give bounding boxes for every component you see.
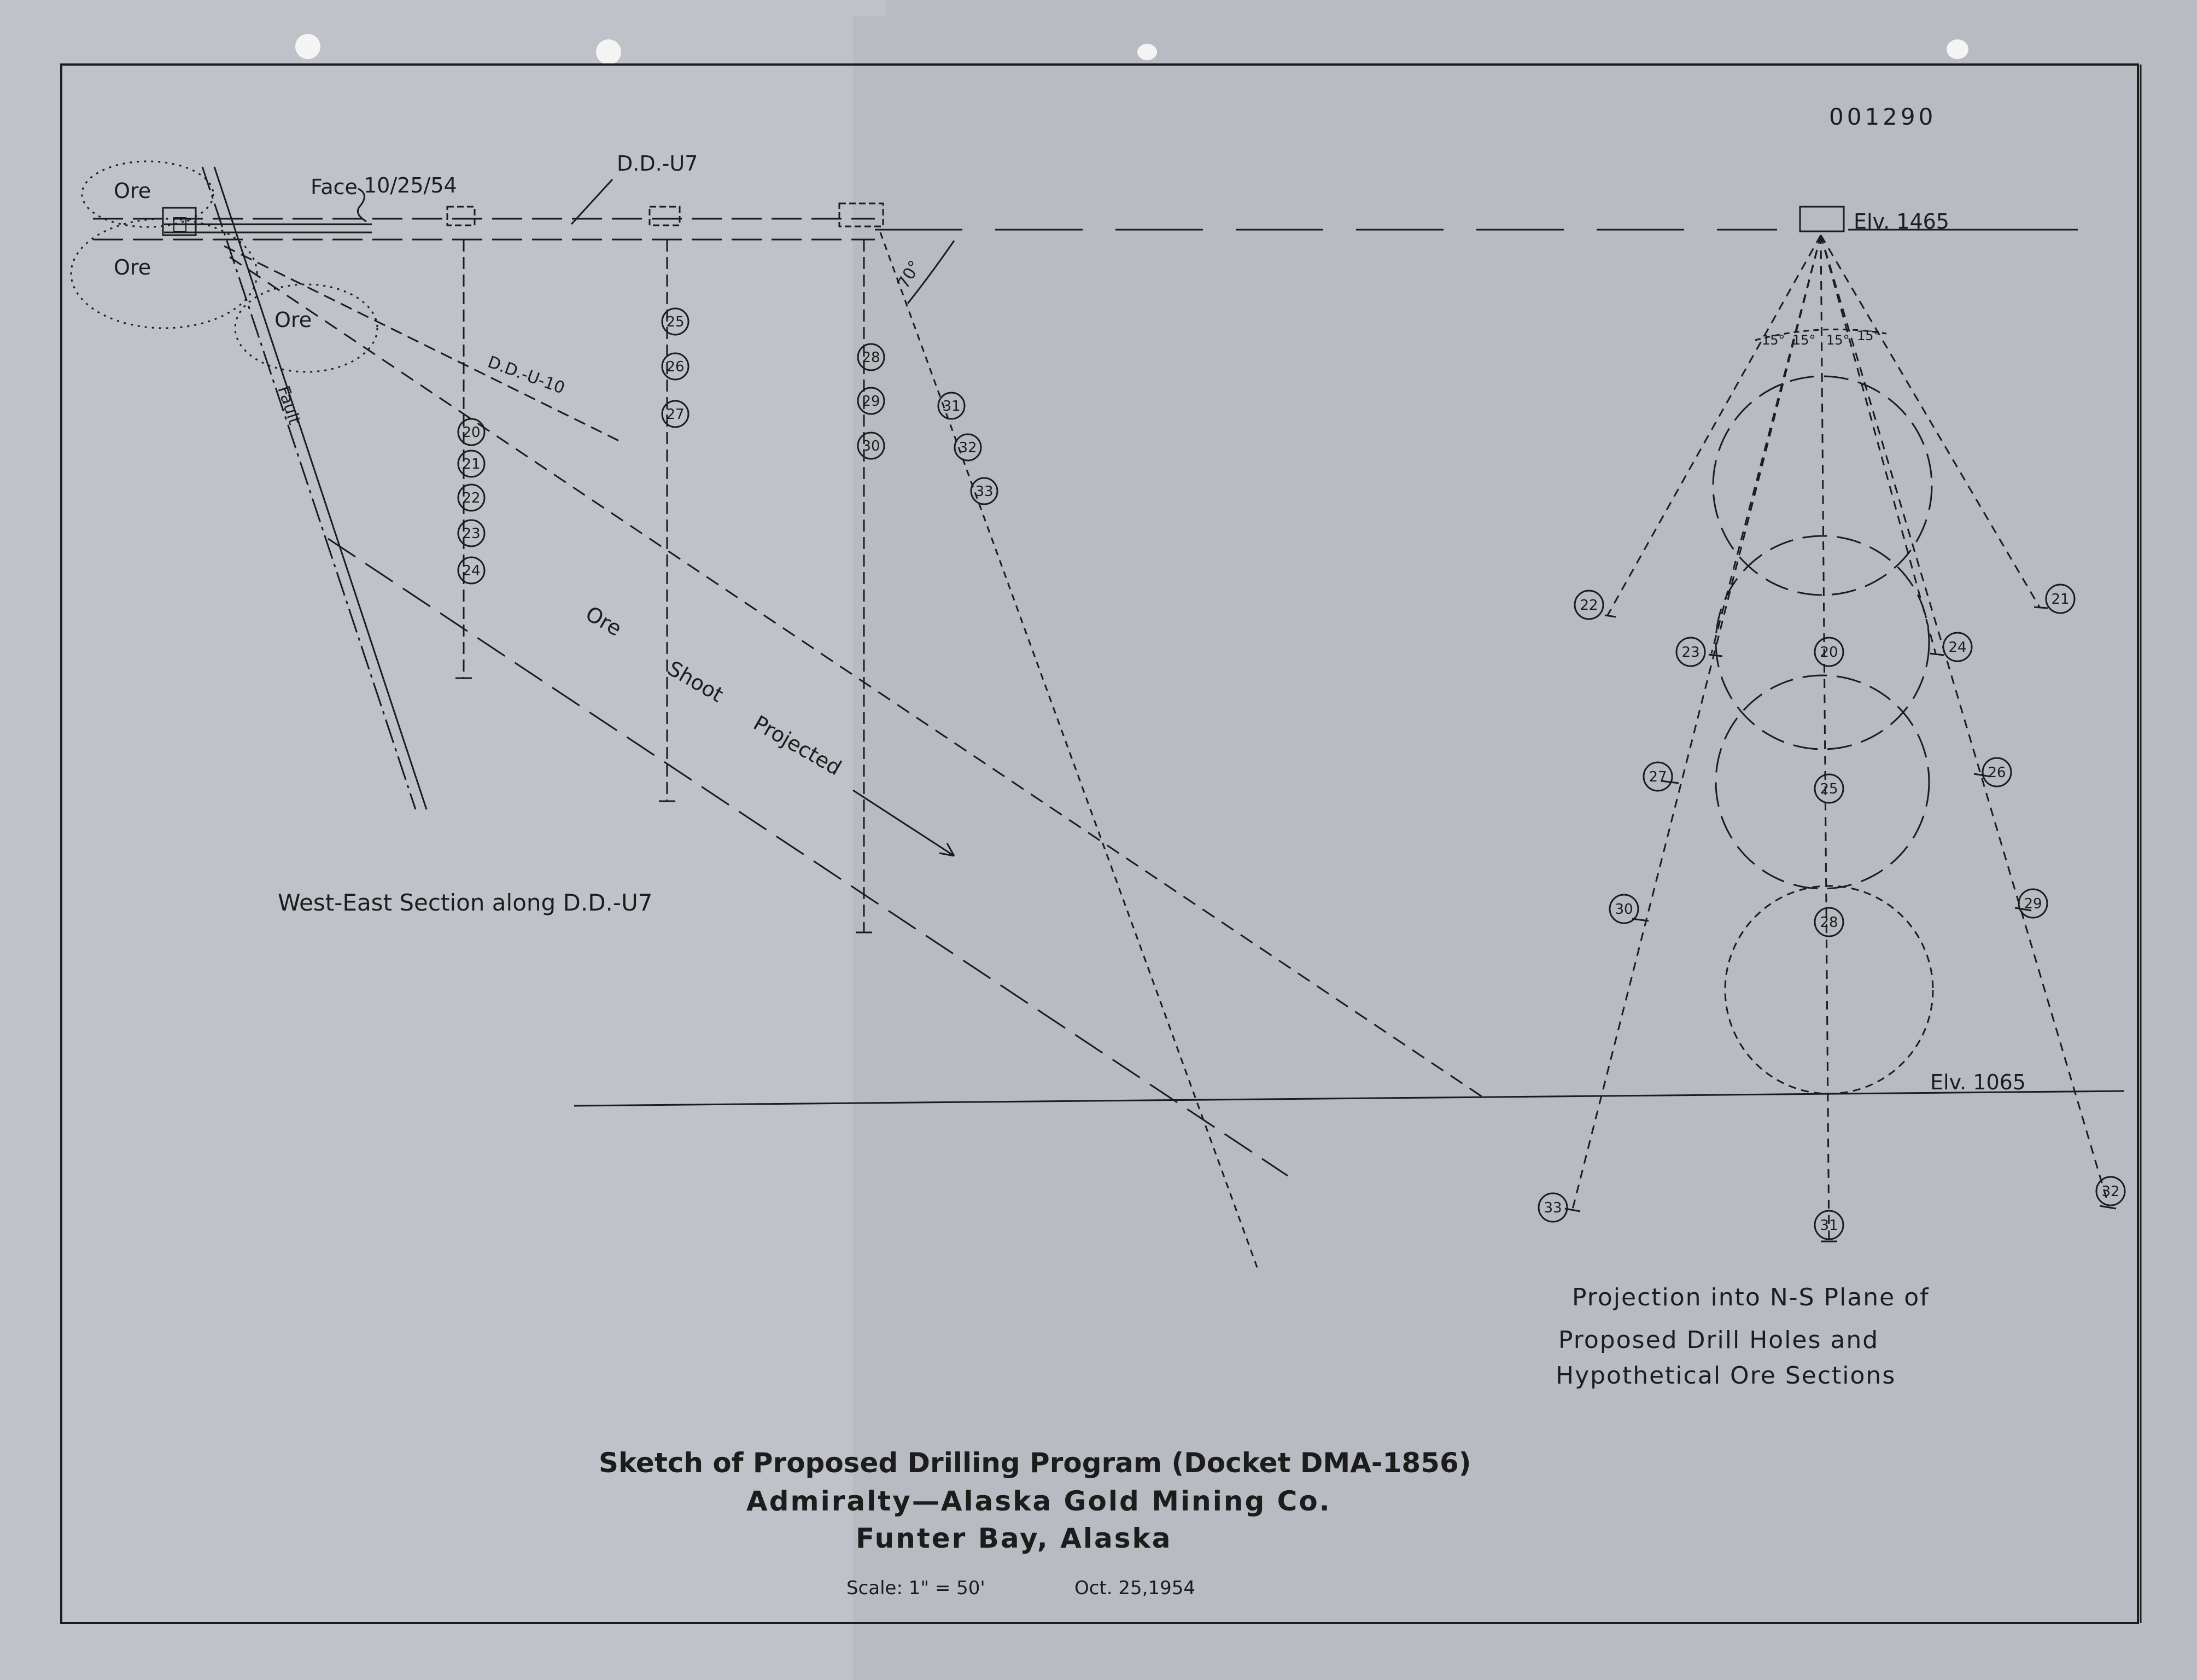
section-hole-31-label: 31	[942, 398, 961, 415]
drift-station-4	[839, 203, 883, 226]
section-hole-markers	[458, 308, 997, 584]
section-hole-26	[662, 353, 688, 380]
date-label: Oct. 25,1954	[1074, 1577, 1195, 1599]
section-hole-31	[938, 393, 965, 419]
ore-section-2	[1716, 536, 1929, 749]
projection-hole-25	[1815, 774, 1843, 803]
section-hole-20-label: 20	[462, 424, 481, 441]
fan-hole-23	[1711, 235, 1821, 654]
ore-shoot-hangingwall	[230, 257, 1482, 1096]
ore-shoot-footwall	[328, 539, 1288, 1176]
section-hole-27	[662, 401, 688, 427]
dd-u7-leader	[571, 179, 612, 224]
section-hole-32-label: 32	[959, 440, 977, 456]
section-title: West-East Section along D.D.-U7	[278, 889, 653, 916]
ore-shoot-label-projected: Projected	[749, 710, 846, 780]
elv-1465-label: Elv. 1465	[1854, 209, 1949, 234]
ore-label-1: Ore	[114, 179, 151, 203]
projection-hole-29	[2019, 889, 2047, 918]
tick-23	[1709, 655, 1722, 656]
projection-hole-26	[1983, 758, 2011, 786]
projection-hole-28	[1815, 908, 1843, 936]
face-label: Face	[311, 175, 358, 199]
dd-u7-label: D.D.-U7	[617, 151, 698, 176]
fan-hole-32	[1821, 235, 2108, 1203]
west-east-section	[71, 161, 2124, 1269]
section-hole-30	[858, 433, 884, 459]
fan-hole-33	[1572, 235, 1821, 1211]
inclined-hole-70	[880, 232, 1258, 1269]
section-hole-24	[458, 557, 484, 584]
fault-label: Fault	[273, 383, 304, 427]
projection-hole-30-label: 30	[1615, 901, 1633, 918]
angle-15-b: 15°	[1792, 332, 1816, 348]
title-line-3: Funter Bay, Alaska	[856, 1522, 1172, 1554]
projection-hole-30	[1610, 895, 1638, 923]
collar-box	[1800, 207, 1844, 231]
projection-title-3: Hypothetical Ore Sections	[1556, 1362, 1896, 1390]
fault-line-2	[214, 167, 426, 809]
section-hole-25-label: 25	[666, 314, 685, 330]
section-hole-32	[955, 434, 981, 460]
ore-label-3: Ore	[274, 308, 312, 332]
drift-station-2	[447, 207, 475, 225]
projection-hole-23-label: 23	[1681, 644, 1700, 661]
tick-32	[2100, 1206, 2116, 1209]
section-hole-23-label: 23	[462, 526, 481, 542]
section-hole-28	[858, 344, 884, 370]
section-hole-29-label: 29	[862, 393, 880, 410]
section-hole-27-label: 27	[666, 406, 685, 423]
dd-u10-label: D.D.-U-10	[485, 352, 568, 398]
projection-hole-markers	[1539, 585, 2125, 1239]
angle-70-label: 70°	[893, 257, 925, 292]
document-number: 001290	[1829, 103, 1937, 130]
projection-title-2: Proposed Drill Holes and	[1558, 1326, 1879, 1354]
section-hole-21	[458, 451, 484, 477]
fan-hole-31	[1821, 235, 1829, 1241]
title-line-1: Sketch of Proposed Drilling Program (Docket DMA-1856)	[599, 1447, 1471, 1479]
section-hole-30-label: 30	[862, 438, 880, 454]
section-hole-33	[971, 478, 997, 504]
projection-hole-25-label: 25	[1820, 781, 1838, 797]
ore-label-2: Ore	[114, 255, 151, 279]
tick-21	[2034, 607, 2048, 608]
title-line-2: Admiralty—Alaska Gold Mining Co.	[746, 1485, 1331, 1517]
projection-hole-27-label: 27	[1649, 769, 1667, 785]
elv-1065-label: Elv. 1065	[1930, 1070, 2026, 1094]
projection-hole-31-label: 31	[1820, 1217, 1838, 1234]
section-hole-21-label: 21	[462, 456, 481, 472]
section-hole-24-label: 24	[462, 563, 481, 579]
section-hole-33-label: 33	[975, 483, 994, 500]
projection-hole-23	[1676, 638, 1705, 666]
section-hole-20	[458, 419, 484, 445]
projection-hole-32-label: 32	[2101, 1183, 2120, 1200]
fault-line-1	[202, 167, 416, 809]
ore-shoot-label-ore: Ore	[581, 601, 626, 641]
ns-projection	[1565, 207, 2116, 1241]
section-hole-22-label: 22	[462, 490, 481, 506]
fan-hole-24	[1821, 235, 1936, 654]
projection-hole-32	[2096, 1177, 2125, 1205]
tick-22	[1605, 615, 1616, 617]
projection-hole-33	[1539, 1193, 1567, 1222]
section-hole-22	[458, 485, 484, 511]
angle-15-a: 15°	[1762, 332, 1785, 348]
projection-hole-33-label: 33	[1544, 1200, 1562, 1216]
ore-shoot-label-shoot: Shoot	[663, 656, 728, 707]
section-hole-29	[858, 388, 884, 414]
angle-15-c: 15°	[1826, 332, 1850, 348]
section-hole-26-label: 26	[666, 359, 685, 375]
fan-hole-22	[1608, 235, 1821, 615]
projection-hole-29-label: 29	[2024, 896, 2042, 912]
projection-hole-22-label: 22	[1580, 597, 1598, 614]
projection-hole-27	[1644, 762, 1672, 791]
scale-label: Scale: 1" = 50'	[846, 1577, 985, 1599]
angle-15-d: 15°	[1857, 328, 1880, 343]
face-date-label: 10/25/54	[364, 173, 457, 197]
section-hole-28-label: 28	[862, 349, 880, 366]
projection-hole-21-label: 21	[2051, 591, 2070, 608]
section-hole-25	[662, 308, 688, 335]
projection-hole-28-label: 28	[1820, 914, 1838, 931]
projection-hole-21	[2046, 585, 2075, 613]
drift-station-3	[650, 207, 680, 225]
projection-hole-24-label: 24	[1948, 639, 1967, 656]
projection-hole-22	[1575, 591, 1603, 619]
projection-hole-26-label: 26	[1988, 765, 2006, 781]
projection-title-1: Projection into N-S Plane of	[1572, 1284, 1930, 1311]
elevation-1065-line	[574, 1091, 2124, 1106]
tick-24	[1930, 654, 1944, 655]
projection-hole-24	[1943, 633, 1972, 661]
projection-hole-20-label: 20	[1820, 644, 1838, 661]
projection-hole-20	[1815, 638, 1843, 666]
section-hole-23	[458, 520, 484, 546]
fan-hole-21	[1821, 235, 2040, 607]
ore-shoot-arrow	[853, 790, 954, 856]
